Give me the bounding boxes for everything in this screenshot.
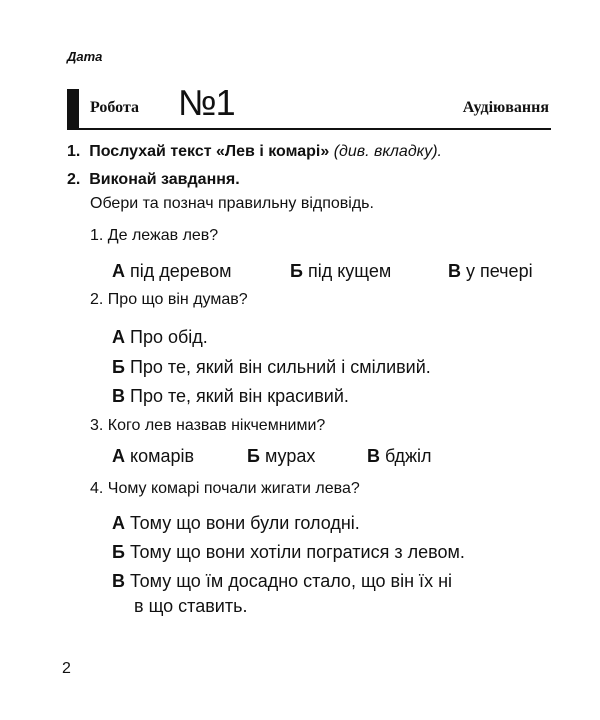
option-letter: В bbox=[112, 571, 125, 591]
option-letter: А bbox=[112, 327, 125, 347]
question-1: 1. Де лежав лев? bbox=[90, 227, 219, 244]
question-2: 2. Про що він думав? bbox=[90, 291, 248, 308]
question-3: 3. Кого лев назвав нікчемними? bbox=[90, 417, 326, 434]
option-text: Тому що вони хотіли погратися з левом. bbox=[129, 542, 465, 562]
q2-option-a[interactable] bbox=[112, 327, 208, 348]
option-letter: А bbox=[112, 261, 125, 281]
q3-option-c[interactable] bbox=[367, 446, 432, 467]
task-text: Послухай текст «Лев і комарі» bbox=[89, 143, 330, 160]
task-2 bbox=[67, 171, 240, 189]
option-letter: Б bbox=[290, 261, 303, 281]
q2-option-b[interactable] bbox=[112, 357, 431, 378]
date-label: Дата bbox=[67, 49, 103, 64]
option-text: у печері bbox=[466, 261, 533, 281]
q4-option-b[interactable] bbox=[112, 542, 465, 563]
work-label: Робота bbox=[90, 99, 140, 116]
option-letter: В bbox=[367, 446, 380, 466]
q3-option-a[interactable] bbox=[112, 446, 194, 467]
option-letter: Б bbox=[247, 446, 260, 466]
section-title: Аудіювання bbox=[462, 99, 549, 116]
option-text: бджіл bbox=[385, 446, 432, 466]
q4-option-a[interactable] bbox=[112, 513, 360, 534]
task-text: Виконай завдання. bbox=[89, 171, 240, 188]
option-text: Про те, який він красивий. bbox=[130, 386, 349, 406]
option-letter: Б bbox=[112, 542, 125, 562]
option-text: мурах bbox=[264, 446, 316, 466]
instruction: Обери та познач правильну відповідь. bbox=[90, 195, 374, 212]
task-note: (див. вкладку). bbox=[333, 143, 442, 160]
option-text: Про те, який він сильний і сміливий. bbox=[129, 357, 431, 377]
option-text: під кущем bbox=[307, 261, 392, 281]
question-4: 4. Чому комарі почали жигати лева? bbox=[90, 480, 360, 497]
option-letter: В bbox=[448, 261, 461, 281]
task-1 bbox=[67, 143, 442, 161]
header-rule bbox=[67, 128, 551, 130]
option-letter: В bbox=[112, 386, 125, 406]
q1-option-a[interactable] bbox=[112, 261, 232, 282]
page-number: 2 bbox=[62, 660, 71, 677]
option-text: Тому що їм досадно стало, що він їх ні bbox=[130, 571, 453, 591]
q2-option-c[interactable] bbox=[112, 386, 349, 407]
q1-option-c[interactable] bbox=[448, 261, 533, 282]
task-number: 2. bbox=[67, 171, 81, 188]
option-text: Тому що вони були голодні. bbox=[130, 513, 360, 533]
option-letter: Б bbox=[112, 357, 125, 377]
option-letter: А bbox=[112, 513, 125, 533]
q1-option-b[interactable] bbox=[290, 261, 391, 282]
option-text: під деревом bbox=[130, 261, 232, 281]
option-letter: А bbox=[112, 446, 125, 466]
option-text: комарів bbox=[130, 446, 195, 466]
task-number: 1. bbox=[67, 143, 81, 160]
q4-option-c[interactable] bbox=[112, 571, 452, 592]
q4-option-c-continuation: в що ставить. bbox=[134, 596, 248, 616]
q3-option-b[interactable] bbox=[247, 446, 315, 467]
work-number: №1 bbox=[178, 82, 235, 123]
option-text: Про обід. bbox=[130, 327, 208, 347]
header-bar bbox=[67, 89, 79, 130]
